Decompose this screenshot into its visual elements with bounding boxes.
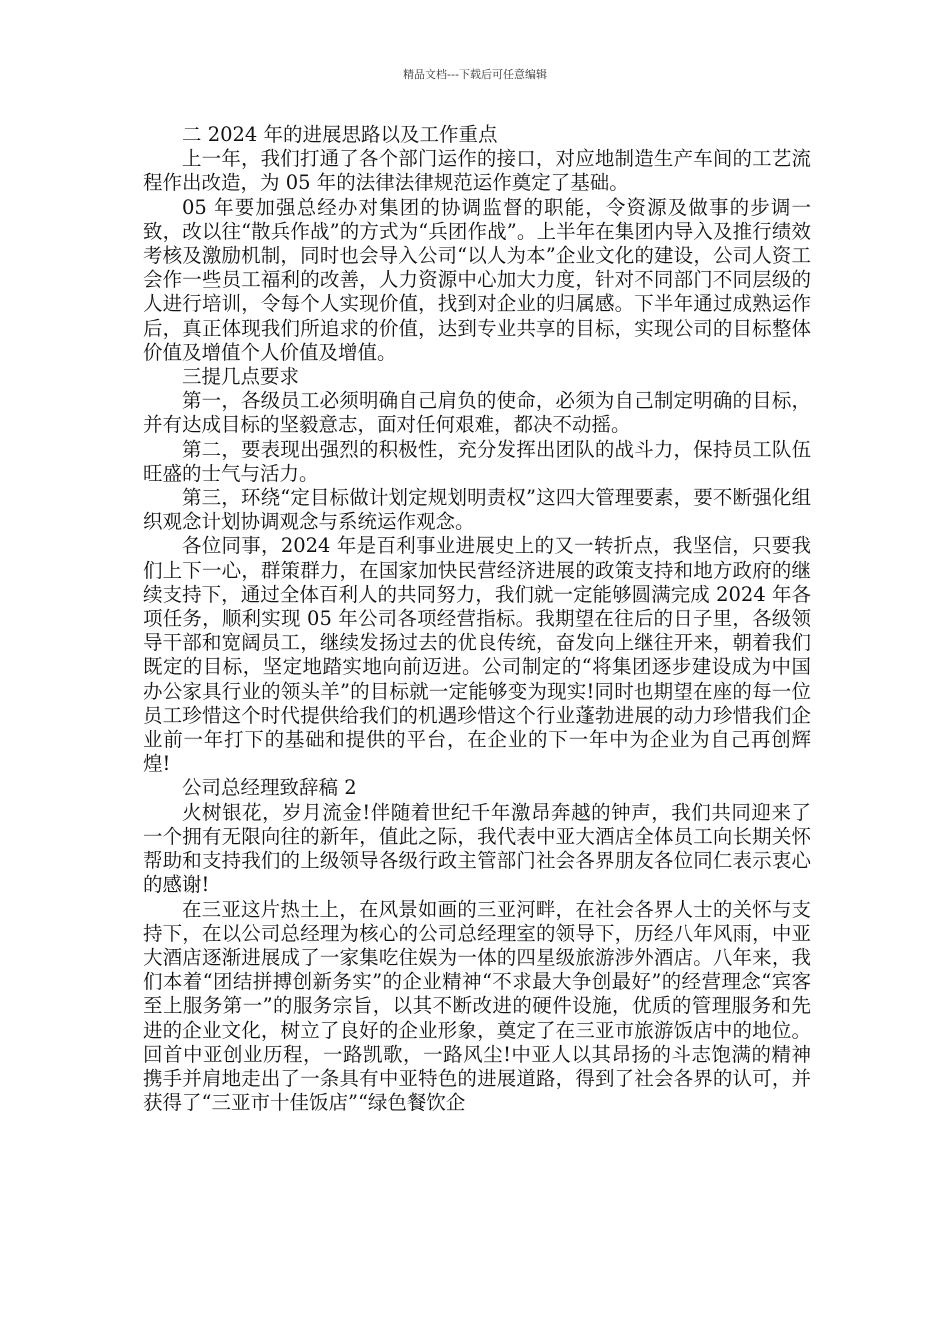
section-heading-2: 二 2024 年的进展思路以及工作重点 bbox=[182, 123, 498, 146]
paragraph: 上一年，我们打通了各个部门运作的接口，对应地制造生产车间的工艺流程作出改造，为 05 年的法律法律规范运作奠定了基础。 bbox=[143, 147, 811, 195]
page-header: 精品文档---下载后可任意编辑 bbox=[403, 68, 547, 81]
document-body bbox=[143, 123, 811, 1115]
paragraph: 火树银花，岁月流金!伴随着世纪千年激昂奔越的钟声，我们共同迎来了一个拥有无限向往的新年，值此之际，我代表中亚大酒店全体员工向长期关怀帮助和支持我们的上级领导各级行政主管部门社会各界朋友各位同仁表示衷心的感谢! bbox=[143, 800, 811, 897]
paragraph: 在三亚这片热土上，在风景如画的三亚河畔，在社会各界人士的关怀与支持下，在以公司总经理为核心的公司总经理室的领导下，历经八年风雨，中亚大酒店逐渐进展成了一家集吃住娱为一体的四星级旅游涉外酒店。八年来，我们本着“团结拼搏创新务实”的企业精神“不求最大争创最好”的经营理念“宾客至上服务第一”的服务宗旨，以其不断改进的硬件设施，优质的管理服务和先进的企业文化，树立了良好的企业形象，奠定了在三亚市旅游饭店中的地位。回首中亚创业历程，一路凯歌，一路风尘!中亚人以其昂扬的斗志饱满的精神携手并肩地走出了一条具有中亚特色的进展道路，得到了社会各界的认可，并获得了“三亚市十佳饭店”“绿色餐饮企 bbox=[143, 897, 811, 1115]
paragraph: 第三，环绕“定目标做计划定规划明责权”这四大管理要素，要不断强化组织观念计划协调观念与系统运作观念。 bbox=[143, 486, 811, 534]
paragraph: 第二，要表现出强烈的积极性，充分发挥出团队的战斗力，保持员工队伍旺盛的士气与活力。 bbox=[143, 437, 811, 485]
speech-title: 公司总经理致辞稿 2 bbox=[182, 776, 357, 800]
paragraph: 各位同事，2024 年是百利事业进展史上的又一转折点，我坚信，只要我们上下一心，群策群力，在国家加快民营经济进展的政策支持和地方政府的继续支持下，通过全体百利人的共同努力，我们就一定能够圆满完成 2024 年各项任务，顺利实现 05 年公司各项经营指标。我期望在往后的日子里，各级领导干部和宽阔员工，继续发扬过去的优良传统，奋发向上继往开来，朝着我们既定的目标，坚定地踏实地向前迈进。公司制定的“将集团逐步建设成为中国办公家具行业的领头羊”的目标就一定能够变为现实!同时也期望在座的每一位员工珍惜这个时代提供给我们的机遇珍惜这个行业蓬勃进展的动力珍惜我们企业前一年打下的基础和提供的平台，在企业的下一年中为企业为自己再创辉煌! bbox=[143, 534, 811, 776]
paragraph: 第一，各级员工必须明确自己肩负的使命，必须为自己制定明确的目标，并有达成目标的坚毅意志，面对任何艰难，都决不动摇。 bbox=[143, 389, 811, 437]
section-heading-3: 三提几点要求 bbox=[182, 365, 300, 389]
paragraph: 05 年要加强总经办对集团的协调监督的职能，令资源及做事的步调一致，改以往“散兵作战”的方式为“兵团作战”。上半年在集团内导入及推行绩效考核及激励机制，同时也会导入公司“以人为本”企业文化的建设，公司人资工会作一些员工福利的改善，人力资源中心加大力度，针对不同部门不同层级的人进行培训，令每个人实现价值，找到对企业的归属感。下半年通过成熟运作后，真正体现我们所追求的价值，达到专业共享的目标，实现公司的目标整体价值及增值个人价值及增值。 bbox=[143, 195, 811, 364]
